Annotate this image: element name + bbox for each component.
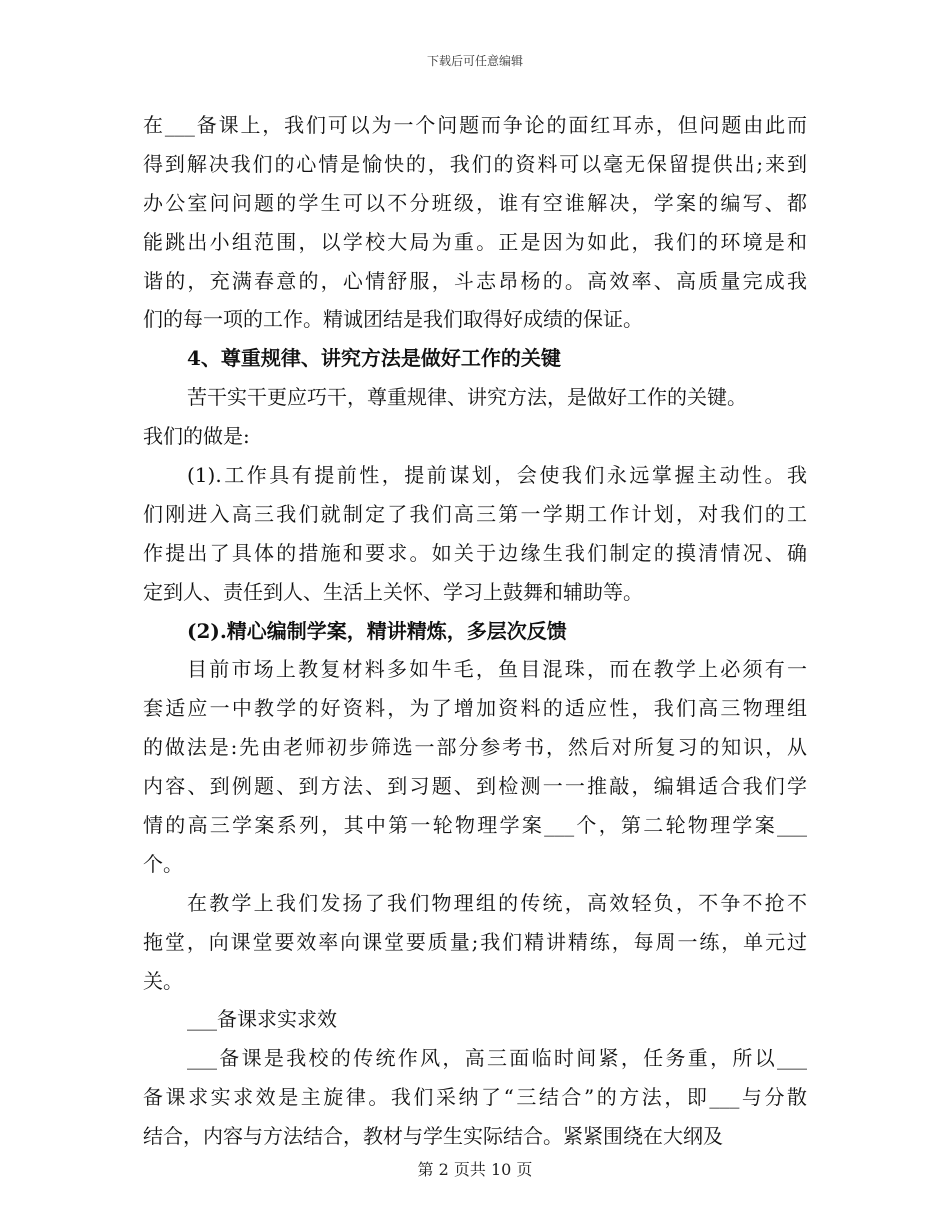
paragraph-line: 关。 [143,968,183,993]
paragraph-line: 谐的，充满春意的，心情舒服，斗志昂杨的。高效率、高质量完成我 [143,268,807,293]
paragraph-line: 结合，内容与方法结合，教材与学生实际结合。紧紧围绕在大纲及 [143,1124,723,1149]
paragraph-line: ___备课是我校的传统作风，高三面临时间紧，任务重，所以___ [187,1046,807,1071]
section-heading: 4、尊重规律、讲究方法是做好工作的关键 [187,346,561,371]
paragraph-line: (1).工作具有提前性，提前谋划，会使我们永远掌握主动性。我 [187,463,807,488]
paragraph-line: 的做法是:先由老师初步筛选一部分参考书，然后对所复习的知识，从 [143,735,807,760]
paragraph-line: 我们的做是: [143,424,250,449]
paragraph-line: 们的每一项的工作。精诚团结是我们取得好成绩的保证。 [143,307,643,332]
page-header: 下载后可任意编辑 [426,54,523,68]
paragraph-line: 目前市场上教复材料多如牛毛，鱼目混珠，而在教学上必须有一 [187,657,807,682]
paragraph-line: 个。 [143,851,183,876]
paragraph-line: 苦干实干更应巧干，尊重规律、讲究方法，是做好工作的关键。 [187,385,747,410]
paragraph-line: 备课求实求效是主旋律。我们采纳了“三结合”的方法，即___与分散 [143,1085,807,1110]
paragraph-line: 定到人、责任到人、生活上关怀、学习上鼓舞和辅助等。 [143,579,643,604]
section-heading: ___备课求实求效 [187,1007,337,1032]
paragraph-line: 得到解决我们的心情是愉快的，我们的资料可以毫无保留提供出;来到 [143,151,807,176]
paragraph-line: 内容、到例题、到方法、到习题、到检测一一推敲，编辑适合我们学 [143,774,807,799]
paragraph-line: 在教学上我们发扬了我们物理组的传统，高效轻负，不争不抢不 [187,890,807,915]
paragraph-line: 拖堂，向课堂要效率向课堂要质量;我们精讲精练，每周一练，单元过 [143,929,807,954]
paragraph-line: 办公室问问题的学生可以不分班级，谁有空谁解决，学案的编写、都 [143,190,807,215]
paragraph-line: 作提出了具体的措施和要求。如关于边缘生我们制定的摸清情况、确 [143,540,807,565]
paragraph-line: 们刚进入高三我们就制定了我们高三第一学期工作计划，对我们的工 [143,501,807,526]
paragraph-line: 情的高三学案系列，其中第一轮物理学案___个，第二轮物理学案___ [143,813,807,838]
paragraph-line: 能跳出小组范围，以学校大局为重。正是因为如此，我们的环境是和 [143,229,807,254]
section-heading: (2).精心编制学案，精讲精炼，多层次反馈 [187,618,567,643]
paragraph-line: 套适应一中教学的好资料，为了增加资料的适应性，我们高三物理组 [143,696,807,721]
page-footer: 第 2 页共 10 页 [417,1160,533,1179]
document-body [143,106,807,1156]
paragraph-line: 在___备课上，我们可以为一个问题而争论的面红耳赤，但问题由此而 [143,113,807,137]
